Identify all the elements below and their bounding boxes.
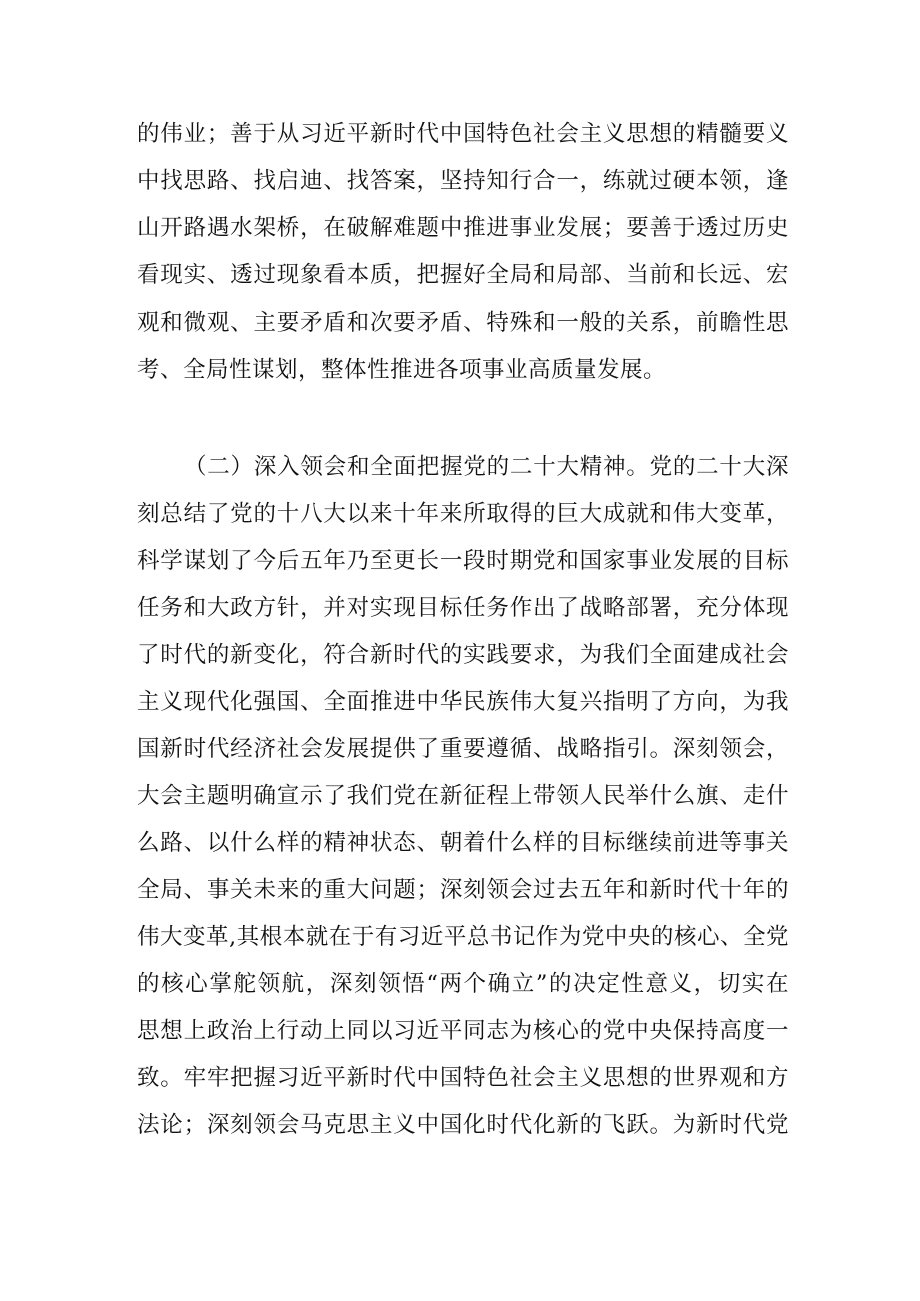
- text-line: 法论；深刻领会马克思主义中国化时代化新的飞跃。为新时代党: [137, 1112, 789, 1138]
- text-line: 国新时代经济社会发展提供了重要遵循、战略指引。深刻领会，: [137, 736, 789, 762]
- text-line: 主义现代化强国、全面推进中华民族伟大复兴指明了方向，为我: [137, 689, 789, 715]
- text-line: 的核心掌舵领航，深刻领悟“两个确立”的决定性意义，切实在: [137, 971, 789, 997]
- text-line: 么路、以什么样的精神状态、朝着什么样的目标继续前进等事关: [137, 830, 789, 856]
- text-line: 看现实、透过现象看本质，把握好全局和局部、当前和长远、宏: [137, 262, 789, 288]
- text-line: 山开路遇水架桥，在破解难题中推进事业发展；要善于透过历史: [137, 215, 789, 241]
- text-line: 考、全局性谋划，整体性推进各项事业高质量发展。: [137, 357, 667, 383]
- text-line: 大会主题明确宣示了我们党在新征程上带领人民举什么旗、走什: [137, 783, 789, 809]
- text-line: 伟大变革,其根本就在于有习近平总书记作为党中央的核心、全党: [137, 924, 789, 950]
- text-line: 科学谋划了今后五年乃至更长一段时期党和国家事业发展的目标: [137, 548, 789, 574]
- text-line: 致。牢牢把握习近平新时代中国特色社会主义思想的世界观和方: [137, 1065, 789, 1091]
- text-line: 全局、事关未来的重大问题；深刻领会过去五年和新时代十年的: [137, 877, 789, 903]
- text-line: 了时代的新变化，符合新时代的实践要求，为我们全面建成社会: [137, 642, 789, 668]
- text-line: 刻总结了党的十八大以来十年来所取得的巨大成就和伟大变革，: [137, 501, 789, 527]
- text-line: 任务和大政方针，并对实现目标任务作出了战略部署，充分体现: [137, 595, 789, 621]
- text-line: 思想上政治上行动上同以习近平同志为核心的党中央保持高度一: [137, 1018, 789, 1044]
- text-line: 中找思路、找启迪、找答案，坚持知行合一，练就过硬本领，逢: [137, 168, 789, 194]
- text-line: 的伟业；善于从习近平新时代中国特色社会主义思想的精髓要义: [137, 121, 789, 147]
- text-line: 观和微观、主要矛盾和次要矛盾、特殊和一般的关系，前瞻性思: [137, 310, 789, 336]
- text-line: （二）深入领会和全面把握党的二十大精神。党的二十大深: [184, 454, 789, 480]
